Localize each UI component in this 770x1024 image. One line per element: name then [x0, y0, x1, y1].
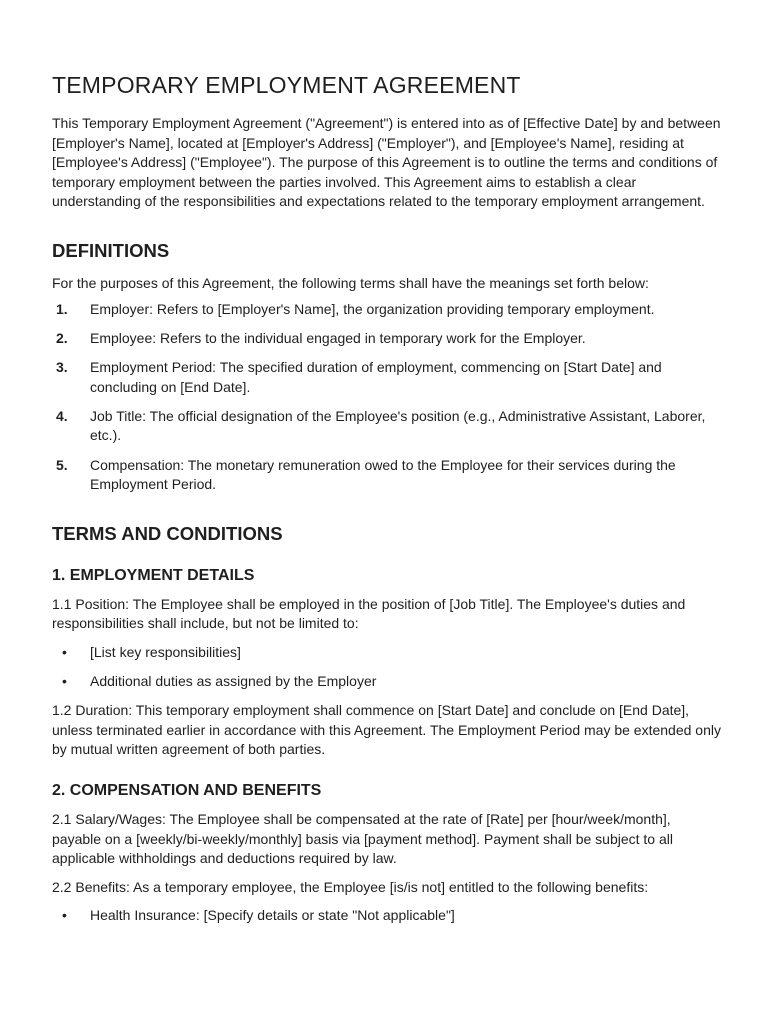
definition-item	[52, 456, 722, 495]
definition-text: Employee: Refers to the individual engaged in temporary work for the Employer.	[90, 329, 586, 346]
responsibilities-list	[52, 643, 722, 692]
duration-paragraph: 1.2 Duration: This temporary employment shall commence on [Start Date] and conclude on [End Date], unless terminated earlier in accordance with this Agreement. The Employment Period may be extended only by mutual written agreement of both parties.	[52, 702, 721, 758]
definitions-lead: For the purposes of this Agreement, the following terms shall have the meanings set forth below:	[52, 274, 649, 291]
definition-number: 2.	[56, 329, 68, 346]
list-item	[52, 672, 722, 692]
bullet-icon: •	[62, 643, 67, 660]
definition-text: Job Title: The official designation of the Employee's position (e.g., Administrative Assistant, Laborer, etc.).	[90, 407, 706, 444]
definition-text: Employment Period: The specified duration of employment, commencing on [Start Date] and concluding on [End Date].	[90, 358, 662, 395]
definition-number: 4.	[56, 407, 68, 424]
definition-item	[52, 407, 722, 446]
definition-item	[52, 300, 722, 320]
definitions-heading: DEFINITIONS	[52, 239, 170, 261]
definition-item	[52, 329, 722, 349]
bullet-icon: •	[62, 673, 67, 690]
benefits-paragraph: 2.2 Benefits: As a temporary employee, the Employee [is/is not] entitled to the following benefits:	[52, 878, 649, 895]
bullet-icon: •	[62, 907, 67, 924]
intro-paragraph: This Temporary Employment Agreement ("Agreement") is entered into as of [Effective Date] by and between [Employer's Name], located at [Employer's Address] ("Employer"), and [Employee's Name], residing at [Employee's Address] ("Employee"). The purpose of this Agreement is to outline the terms and conditions of temporary employment between the parties involved. This Agreement aims to establish a clear understanding of the responsibilities and expectations related to the temporary employment arrangement.	[52, 115, 721, 210]
list-item-text: [List key responsibilities]	[90, 643, 241, 660]
document-page	[52, 70, 722, 936]
list-item	[52, 643, 722, 663]
document-title: TEMPORARY EMPLOYMENT AGREEMENT	[52, 72, 521, 98]
salary-paragraph: 2.1 Salary/Wages: The Employee shall be compensated at the rate of [Rate] per [hour/week/month], payable on a [weekly/bi-weekly/monthly] basis via [payment method]. Payment shall be subject to all applicable withholdings and deductions required by law.	[52, 811, 673, 867]
definition-item	[52, 358, 722, 397]
definition-number: 1.	[56, 300, 68, 317]
definition-number: 3.	[56, 358, 68, 375]
employment-details-heading: 1. EMPLOYMENT DETAILS	[52, 566, 255, 584]
terms-heading: TERMS AND CONDITIONS	[52, 522, 283, 544]
list-item-text: Health Insurance: [Specify details or state "Not applicable"]	[90, 907, 455, 924]
list-item-text: Additional duties as assigned by the Employer	[90, 673, 377, 690]
definitions-list	[52, 300, 722, 495]
compensation-heading: 2. COMPENSATION AND BENEFITS	[52, 782, 322, 800]
definition-number: 5.	[56, 456, 68, 473]
position-paragraph: 1.1 Position: The Employee shall be employed in the position of [Job Title]. The Employee's duties and responsibilities shall include, but not be limited to:	[52, 595, 686, 632]
list-item	[52, 906, 722, 926]
definition-text: Employer: Refers to [Employer's Name], the organization providing temporary employment.	[90, 300, 655, 317]
benefits-list	[52, 906, 722, 926]
definition-text: Compensation: The monetary remuneration owed to the Employee for their services during the Employment Period.	[90, 456, 676, 493]
